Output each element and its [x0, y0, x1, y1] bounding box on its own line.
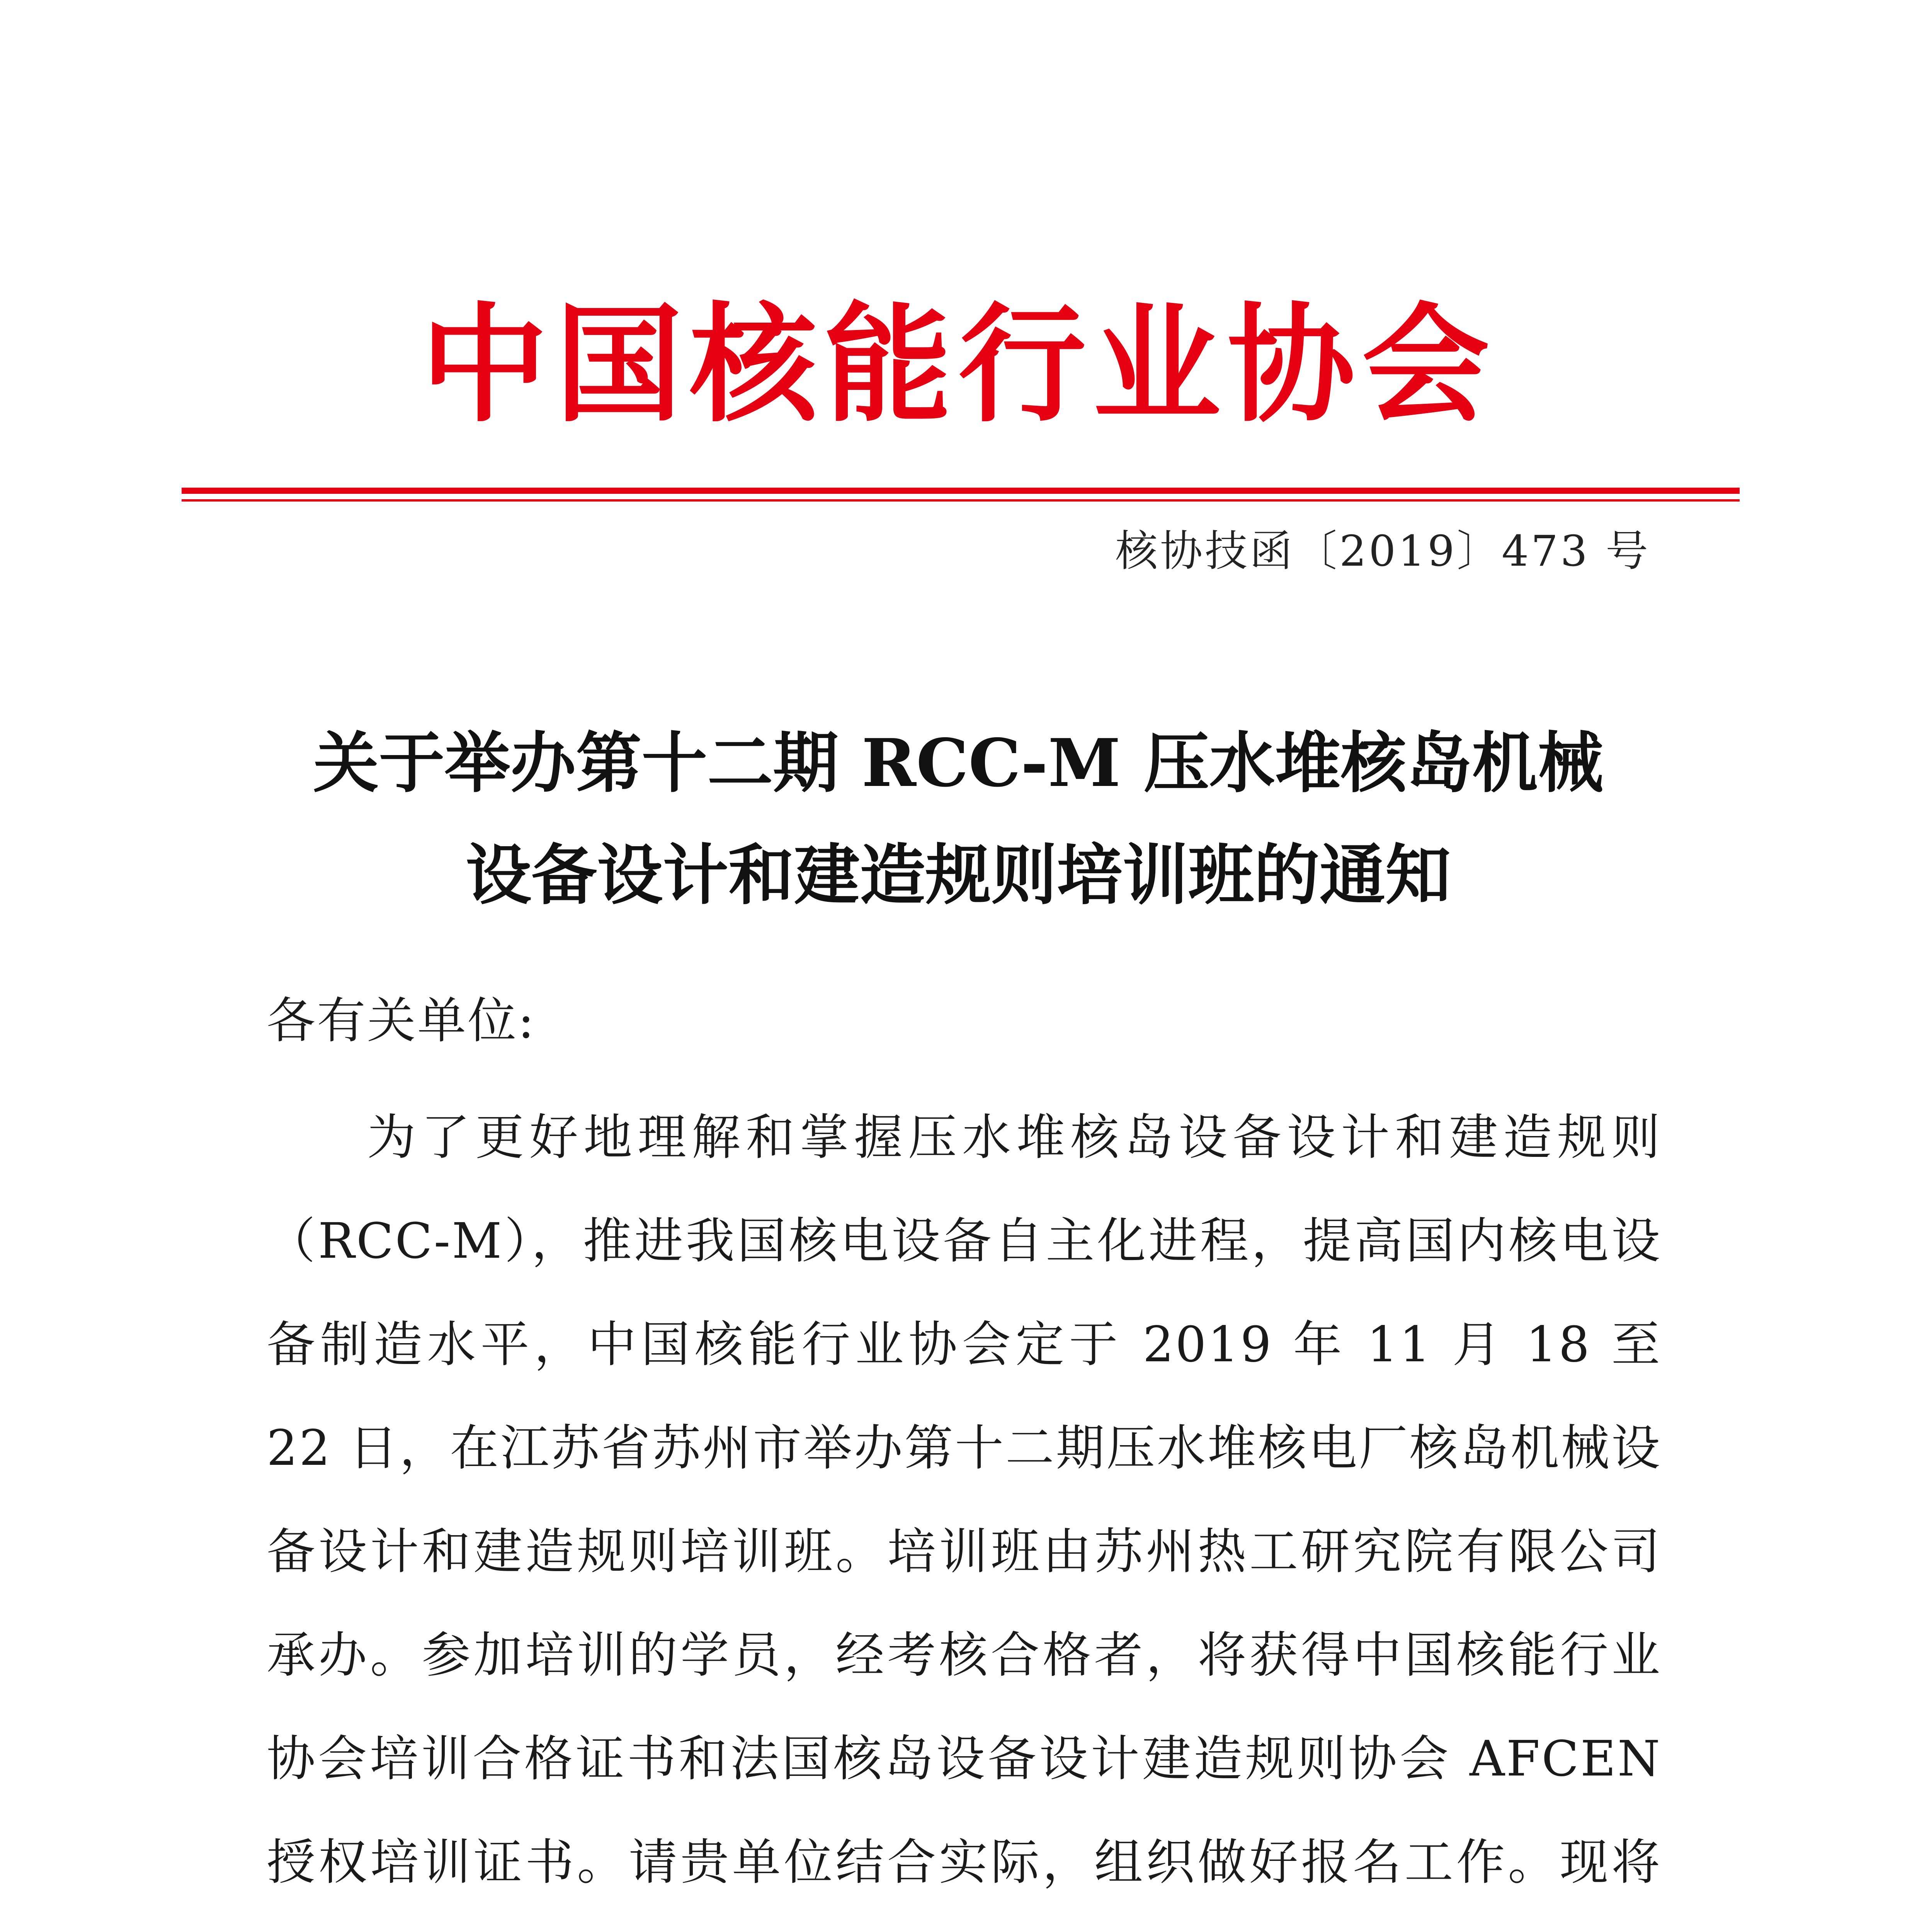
- intro-paragraph: 为了更好地理解和掌握压水堆核岛设备设计和建造规则（RCC-M），推进我国核电设备自主化进程，提高国内核电设备制造水平，中国核能行业协会定于 2019 年 11 月 18 至 22 日，在江苏省苏州市举办第十二期压水堆核电厂核岛机械设备设计和建造规则培训班。培训班由苏州热工研究院有限公司承办。参加培训的学员，经考核合格者，将获得中国核能行业协会培训合格证书和法国核岛设备设计建造规则协会 AFCEN 授权培训证书。请贵单位结合实际，组织做好报名工作。现将: [267, 1109, 1662, 1891]
- organization-letterhead: 中国核能行业协会: [420, 291, 1497, 439]
- document-number: 核协技函〔2019〕473 号: [1115, 526, 1650, 576]
- header-divider-thick: [182, 488, 1740, 494]
- document-title-line-2: 设备设计和建造规则培训班的通知: [465, 837, 1451, 914]
- document-title: [232, 707, 1685, 931]
- document-title-line-1: 关于举办第十二期 RCC-M 压水堆核岛机械: [313, 724, 1604, 802]
- header-divider-thin: [182, 499, 1740, 502]
- salutation: 各有关单位:: [267, 992, 536, 1049]
